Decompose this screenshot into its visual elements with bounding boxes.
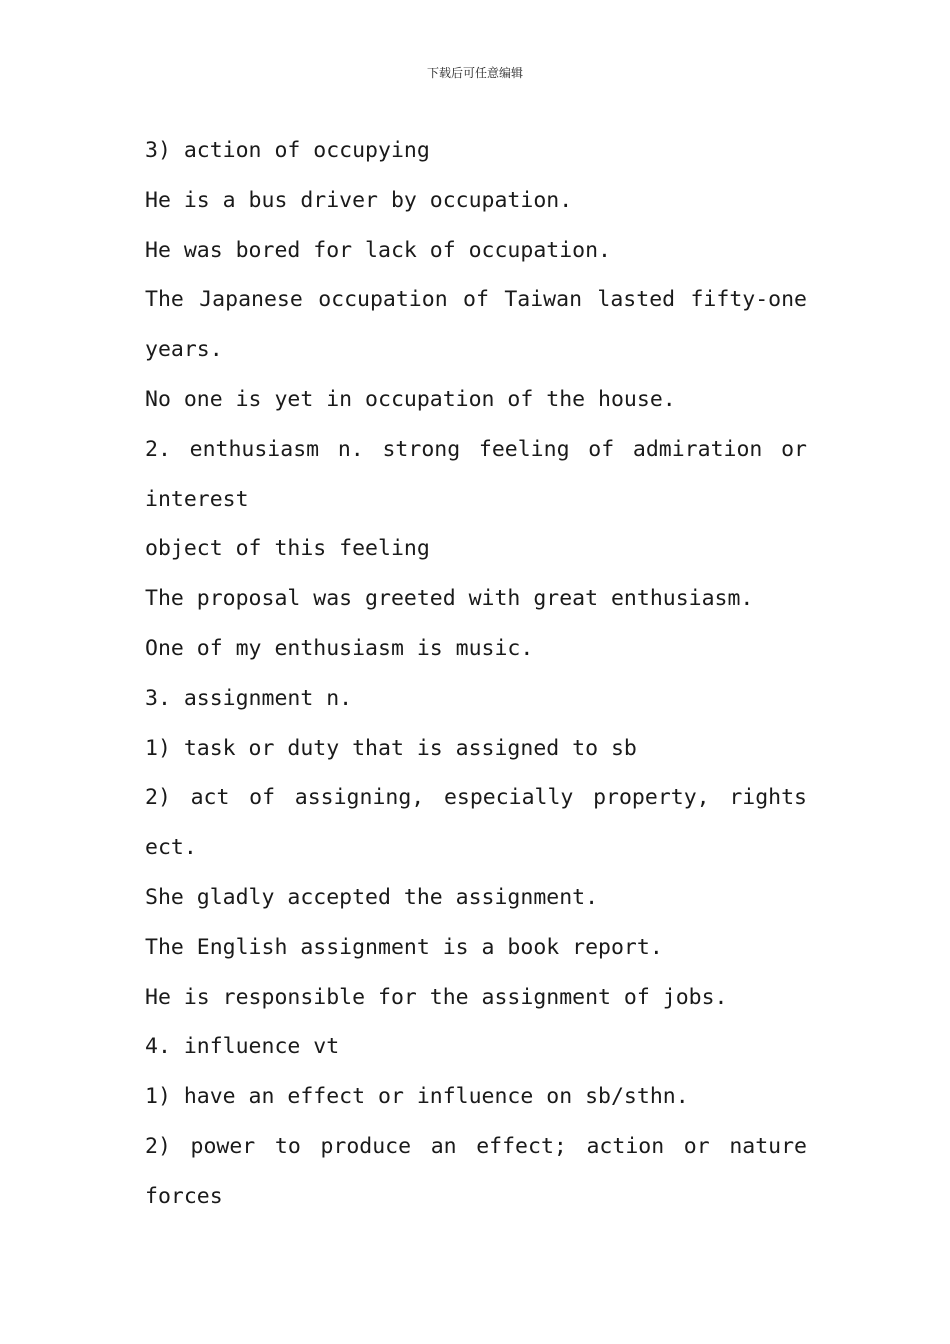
- document-body: [145, 126, 807, 1222]
- text-line: He is responsible for the assignment of jobs.: [145, 984, 728, 1010]
- text-line: 2) act of assigning, especially property, rights: [145, 785, 807, 811]
- text-line: 3) action of occupying: [145, 138, 430, 163]
- text-line: 1) task or duty that is assigned to sb: [145, 735, 637, 761]
- text-line: One of my enthusiasm is music.: [145, 635, 534, 661]
- text-line: She gladly accepted the assignment.: [145, 884, 599, 910]
- text-line: 2) power to produce an effect; action or nature: [145, 1133, 807, 1159]
- text-line: The Japanese occupation of Taiwan lasted fifty-one: [145, 287, 807, 313]
- page-header: 下载后可任意编辑: [426, 66, 523, 80]
- text-line: The English assignment is a book report.: [145, 934, 663, 960]
- text-line: No one is yet in occupation of the house.: [145, 386, 676, 412]
- text-line: 1) have an effect or influence on sb/sthn.: [145, 1084, 689, 1110]
- text-line: ect.: [145, 835, 197, 861]
- text-line: interest: [145, 486, 249, 512]
- text-line: He was bored for lack of occupation.: [145, 237, 611, 263]
- text-line: He is a bus driver by occupation.: [145, 187, 573, 213]
- text-line: years.: [145, 337, 223, 363]
- text-line: 2. enthusiasm n. strong feeling of admiration or: [145, 436, 807, 462]
- text-line: object of this feeling: [145, 536, 430, 562]
- text-line: forces: [145, 1183, 223, 1209]
- text-line: 3. assignment n.: [145, 685, 353, 711]
- text-line: The proposal was greeted with great enthusiasm.: [145, 586, 754, 612]
- text-line: 4. influence vt: [145, 1034, 340, 1060]
